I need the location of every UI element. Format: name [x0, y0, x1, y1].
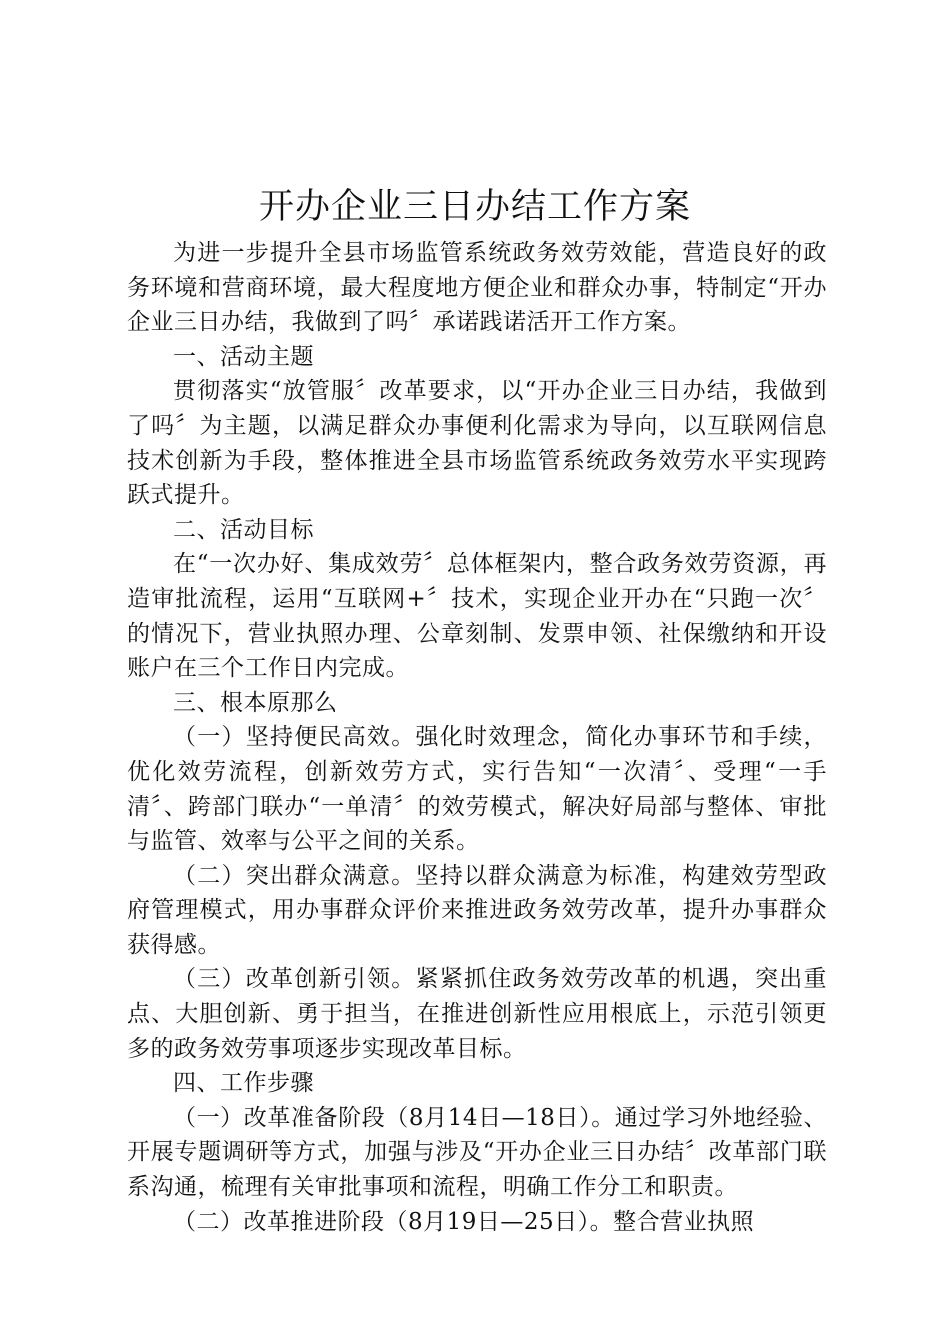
section-heading-work-steps: 四、工作步骤	[173, 1070, 314, 1097]
section-heading-activity-theme: 一、活动主题	[173, 343, 314, 370]
principle-paragraph-3: （三）改革创新引领。紧紧抓住政务效劳改革的机遇，突出重点、大胆创新、勇于担当，在推进创新性应用根底上，示范引领更多的政务效劳事项逐步实现改革目标。	[127, 966, 827, 1062]
work-step-paragraph-1: （一）改革准备阶段（8月14日—18日）。通过学习外地经验、开展专题调研等方式，加强与涉及“开办企业三日办结〞改革部门联系沟通，梳理有关审批事项和流程，明确工作分工和职责。	[127, 1104, 827, 1201]
document-title: 开办企业三日办结工作方案	[258, 187, 691, 227]
document-body	[127, 236, 827, 1239]
activity-goal-paragraph: 在“一次办好、集成效劳〞总体框架内，整合政务效劳资源，再造审批流程，运用“互联网+〞技术，实现企业开办在“只跑一次〞的情况下，营业执照办理、公章刻制、发票申领、社保缴纳和开设账户在三个工作日内完成。	[127, 551, 827, 682]
work-step-paragraph-2: （二）改革推进阶段（8月19日—25日）。整合营业执照	[173, 1208, 755, 1235]
intro-paragraph: 为进一步提升全县市场监管系统政务效劳效能，营造良好的政务环境和营商环境，最大程度地方便企业和群众办事，特制定“开办企业三日办结，我做到了吗〞承诺践诺活开工作方案。	[127, 240, 827, 336]
principle-paragraph-1: （一）坚持便民高效。强化时效理念，简化办事环节和手续，优化效劳流程，创新效劳方式，实行告知“一次清〞、受理“一手清〞、跨部门联办“一单清〞的效劳模式，解决好局部与整体、审批与监管、效率与公平之间的关系。	[127, 724, 827, 855]
activity-theme-paragraph: 贯彻落实“放管服〞改革要求，以“开办企业三日办结，我做到了吗〞为主题，以满足群众办事便利化需求为导向，以互联网信息技术创新为手段，整体推进全县市场监管系统政务效劳水平实现跨跃式提升。	[127, 378, 827, 509]
section-heading-activity-goal: 二、活动目标	[173, 516, 314, 543]
section-heading-principles: 三、根本原那么	[173, 689, 338, 716]
principle-paragraph-2: （二）突出群众满意。坚持以群众满意为标准，构建效劳型政府管理模式，用办事群众评价来推进政务效劳改革，提升办事群众获得感。	[127, 862, 827, 958]
